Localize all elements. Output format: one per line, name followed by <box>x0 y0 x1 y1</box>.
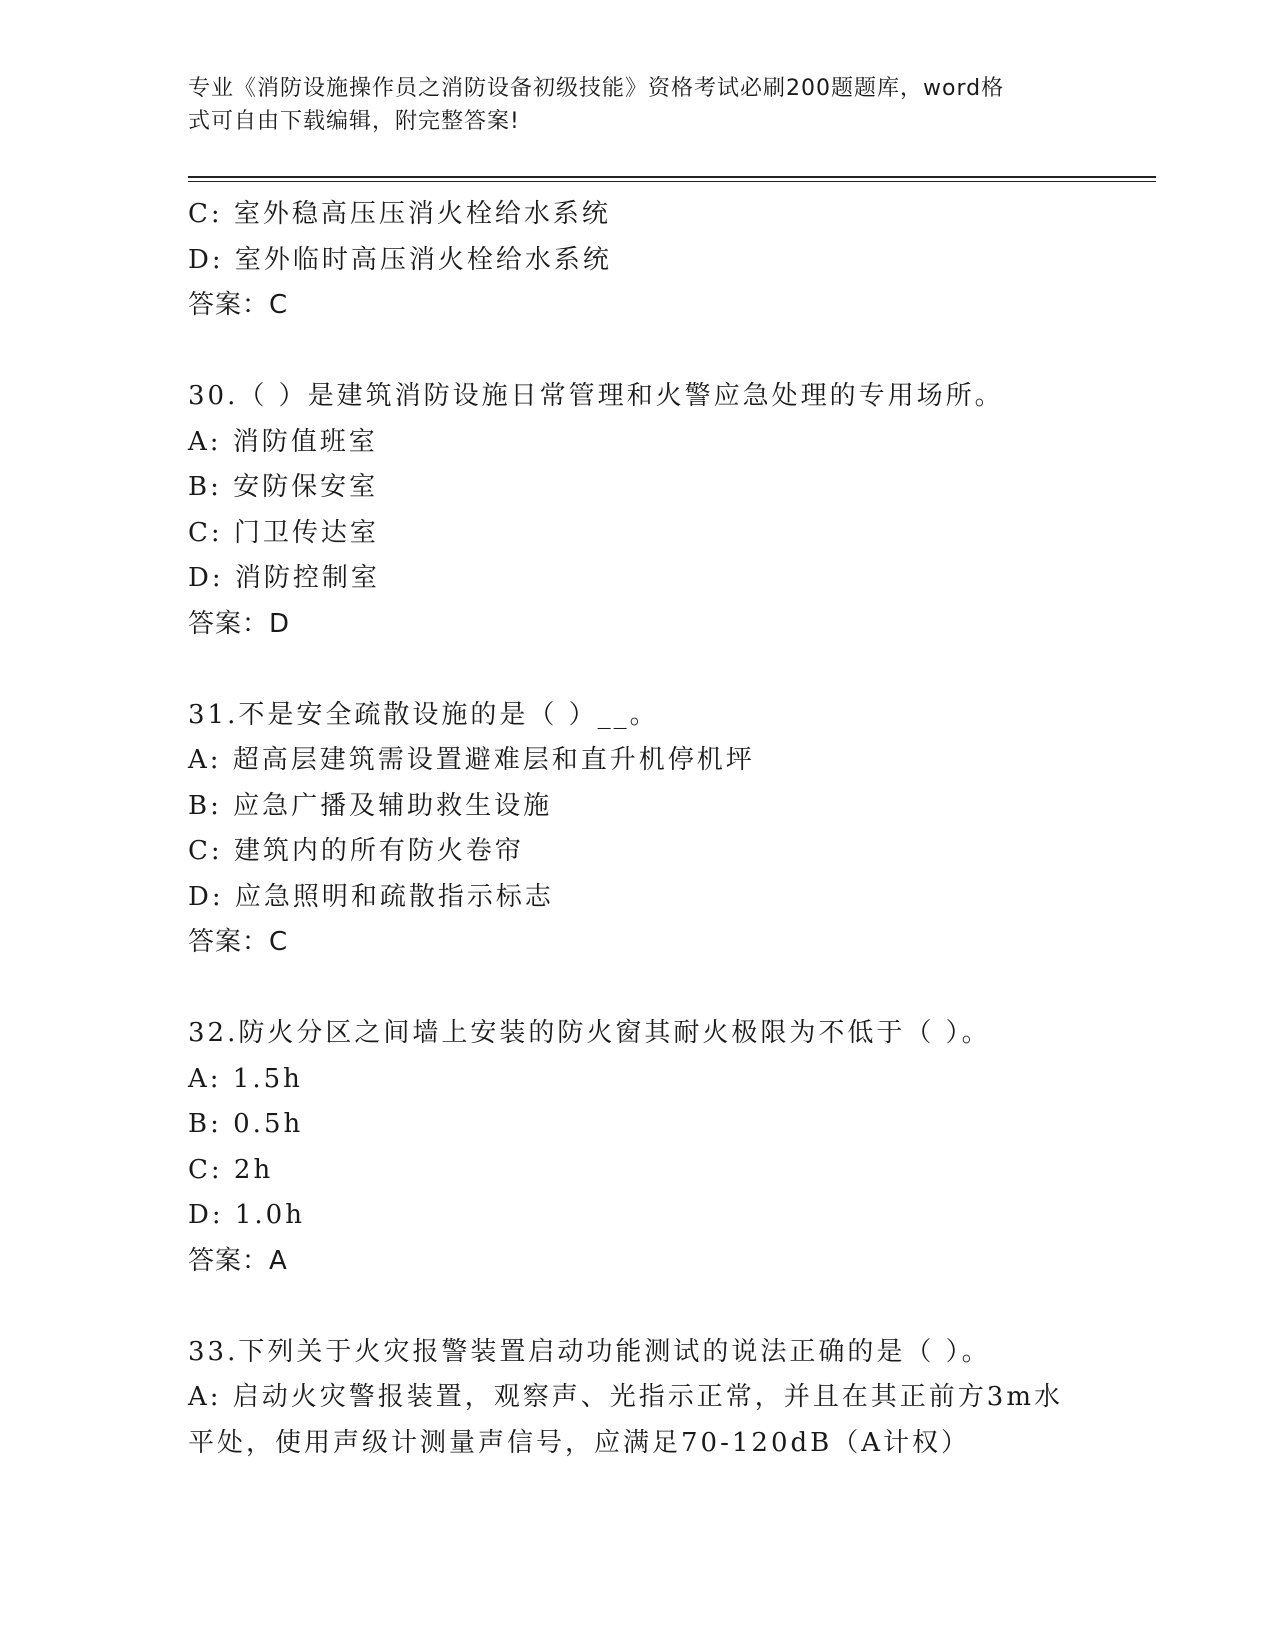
option-b: B: 安防保安室 <box>188 472 379 502</box>
option-c: C: 门卫传达室 <box>188 517 379 548</box>
spacer <box>188 329 1088 375</box>
question-text: 33.下列关于火灾报警装置启动功能测试的说法正确的是（ ）。 <box>188 1336 991 1367</box>
option-a: A: 超高层建筑需设置避难层和直升机停机坪 <box>188 745 755 775</box>
option-b: B: 0.5h <box>188 1109 304 1139</box>
option-a: A: 消防值班室 <box>188 426 378 457</box>
option-a: A: 1.5h <box>188 1063 303 1094</box>
spacer <box>188 1284 1088 1330</box>
option-d: D: 应急照明和疏散指示标志 <box>188 881 554 912</box>
option-d: D: 消防控制室 <box>188 563 380 593</box>
option-c: C: 室外稳高压压消火栓给水系统 <box>188 199 611 229</box>
option-d: D: 1.0h <box>188 1200 305 1230</box>
answer-line: 答案：C <box>188 290 289 320</box>
header-divider-thick <box>188 176 1156 178</box>
option-a-line-1: A: 启动火灾警报装置，观察声、光指示正常，并且在其正前方3m水 <box>188 1382 1063 1412</box>
question-block-31 <box>188 693 1088 966</box>
question-text: 31.不是安全疏散设施的是（ ）__。 <box>188 699 659 730</box>
option-c: C: 2h <box>188 1154 274 1185</box>
header-divider-thin <box>188 181 1156 182</box>
option-c: C: 建筑内的所有防火卷帘 <box>188 836 524 866</box>
question-block-32 <box>188 1011 1088 1284</box>
answer-line: 答案：D <box>188 608 291 639</box>
question-block-30 <box>188 374 1088 647</box>
answer-line: 答案：C <box>188 927 289 957</box>
header-line-2: 式可自由下载编辑，附完整答案! <box>188 109 520 134</box>
option-a-line-2: 平处，使用声级计测量声信号，应满足70-120dB（A计权） <box>188 1427 971 1458</box>
spacer <box>188 647 1088 693</box>
question-list <box>188 192 1088 1466</box>
question-text: 32.防火分区之间墙上安装的防火窗其耐火极限为不低于（ ）。 <box>188 1018 991 1048</box>
question-block-33 <box>188 1330 1088 1467</box>
answer-line: 答案：A <box>188 1245 288 1276</box>
option-b: B: 应急广播及辅助救生设施 <box>188 790 553 821</box>
question-text: 30.（ ）是建筑消防设施日常管理和火警应急处理的专用场所。 <box>188 381 1004 411</box>
header-line-1: 专业《消防设施操作员之消防设备初级技能》资格考试必刷200题题库，word格 <box>188 76 1005 101</box>
question-block-prev <box>188 192 1088 329</box>
document-header <box>188 72 1068 138</box>
option-d: D: 室外临时高压消火栓给水系统 <box>188 244 612 275</box>
spacer <box>188 966 1088 1012</box>
